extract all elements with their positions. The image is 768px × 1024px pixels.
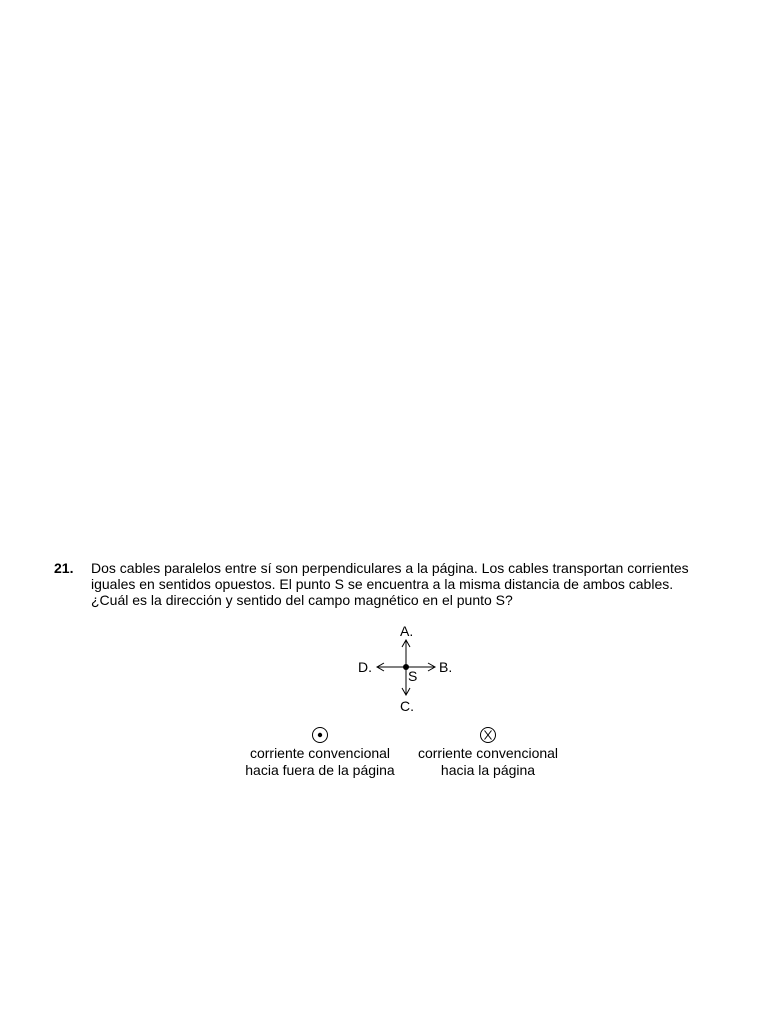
question-line-1: Dos cables paralelos entre sí son perpendiculares a la página. Los cables transportan corrientes [91, 560, 689, 576]
legend-out-line-2: hacia fuera de la página [245, 762, 395, 778]
option-c-label: C. [400, 698, 414, 714]
legend-out-of-page [235, 726, 405, 779]
legend-out-line-1: corriente convencional [249, 745, 391, 761]
option-a-label: A. [400, 623, 414, 639]
question-number: 21. [54, 560, 74, 576]
question-line-2: iguales en sentidos opuestos. El punto S se encuentra a la misma distancia de ambos cables. [91, 576, 674, 592]
legend-into-page [403, 726, 573, 779]
cross-in-circle-icon [479, 726, 497, 744]
option-b-label: B. [439, 659, 453, 675]
question-line-3: ¿Cuál es la dirección y sentido del campo magnético en el punto S? [91, 592, 513, 608]
legend-into-line-1: corriente convencional [417, 745, 559, 761]
point-s-label: S [408, 668, 418, 684]
legend-into-line-2: hacia la página [440, 762, 536, 778]
dot-in-circle-icon [311, 726, 329, 744]
option-d-label: D. [358, 659, 372, 675]
question-text [91, 560, 711, 608]
direction-diagram [340, 620, 470, 716]
